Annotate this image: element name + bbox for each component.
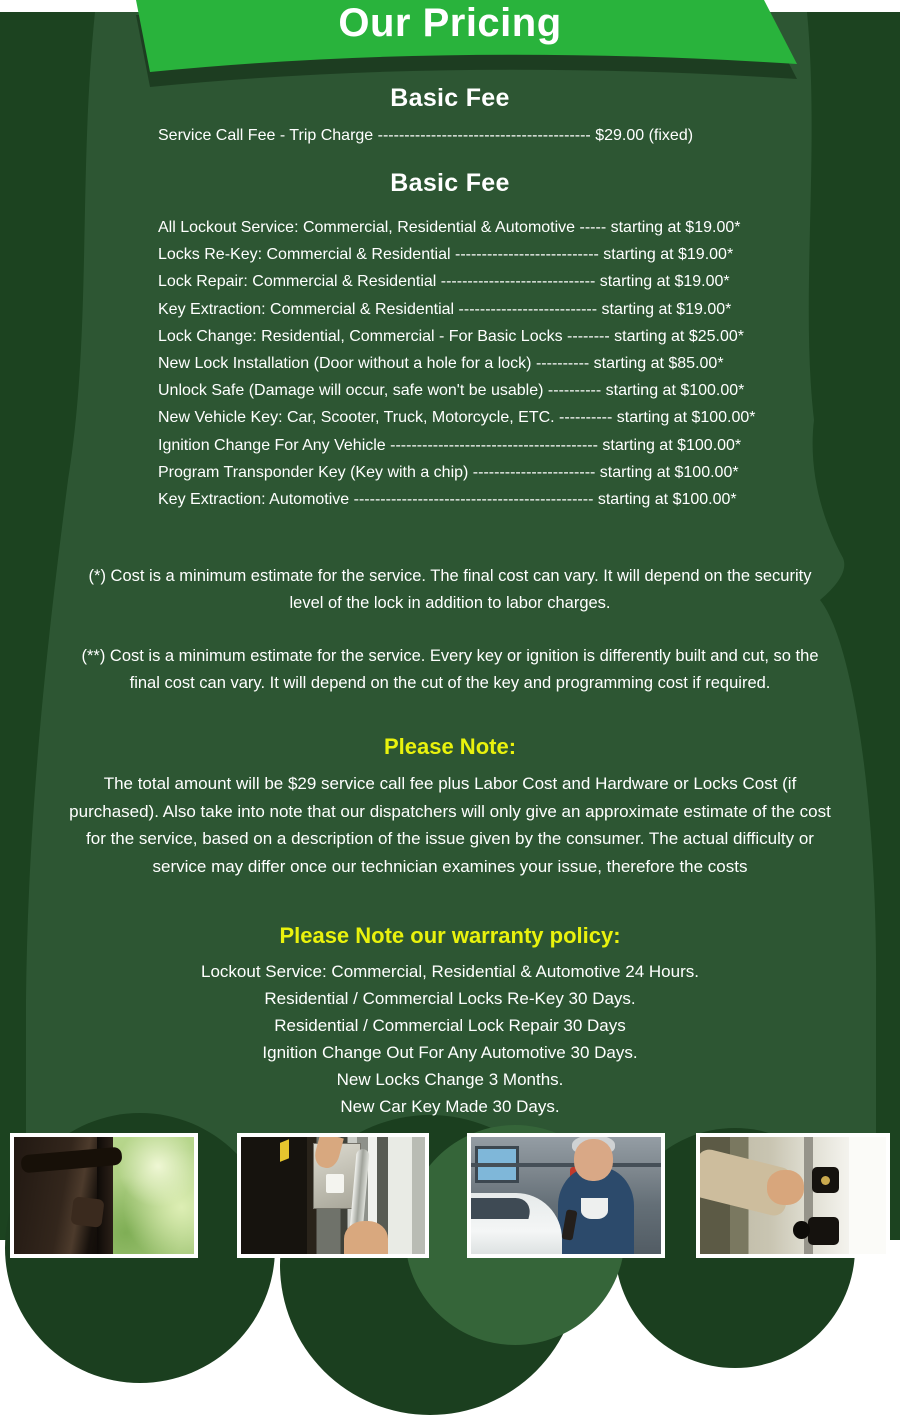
price-row: Lock Change: Residential, Commercial - For Basic Locks -------- starting at $25.00* <box>158 327 744 345</box>
price-row: Key Extraction: Automotive --------------------------------------------- starting at $100.00* <box>158 491 737 509</box>
price-row: Ignition Change For Any Vehicle --------------------------------------- starting at $100.00* <box>158 436 742 454</box>
warranty-item: Ignition Change Out For Any Automotive 30 Days. <box>262 1043 638 1063</box>
warranty-item: Lockout Service: Commercial, Residential & Automotive 24 Hours. <box>201 962 699 982</box>
note-single-asterisk: (*) Cost is a minimum estimate for the service. The final cost can vary. It will depend on the security level of the lock in addition to labor charges. <box>88 567 812 613</box>
photo-door-lock-installation <box>696 1133 890 1258</box>
price-row: Program Transponder Key (Key with a chip) ----------------------- starting at $100.00* <box>158 463 739 481</box>
warranty-item: Residential / Commercial Locks Re-Key 30 Days. <box>264 989 636 1009</box>
please-note-body: The total amount will be $29 service call fee plus Labor Cost and Hardware or Locks Cost (if purchased). Also take into note that our dispatchers will only give an approximate estimate of the cost for the service, based on a description of the issue given by the consumer. The actual difficulty or service may differ once our technician examines your issue, therefore the costs <box>69 774 831 876</box>
photo-detail <box>467 1198 534 1219</box>
note-double-asterisk: (**) Cost is a minimum estimate for the service. Every key or ignition is differently built and cut, so the final cost can vary. It will depend on the cut of the key and programming cost if required. <box>81 647 819 693</box>
photo-detail <box>767 1170 804 1205</box>
photo-detail <box>793 1221 810 1239</box>
photo-detail <box>280 1139 289 1161</box>
price-row: Unlock Safe (Damage will occur, safe won't be usable) ---------- starting at $100.00* <box>158 382 745 400</box>
warranty-item: New Locks Change 3 Months. <box>336 1070 564 1090</box>
basic-fee-heading-1: Basic Fee <box>390 84 510 112</box>
please-note-heading: Please Note: <box>383 734 517 760</box>
price-row: Lock Repair: Commercial & Residential ----------------------------- starting at $19.00* <box>158 273 730 291</box>
photo-detail <box>821 1176 830 1185</box>
basic-fee-heading-2: Basic Fee <box>390 169 510 197</box>
warranty-heading: Please Note our warranty policy: <box>279 923 621 949</box>
pricing-content <box>0 83 900 1120</box>
disclaimer-notes <box>75 563 825 697</box>
photo-door-handle-closeup <box>10 1133 198 1258</box>
photo-detail <box>574 1139 614 1181</box>
price-row: All Lockout Service: Commercial, Residential & Automotive ----- starting at $19.00* <box>158 219 741 236</box>
price-row: Locks Re-Key: Commercial & Residential --------------------------- starting at $19.00* <box>158 246 734 264</box>
photo-detail <box>471 1163 661 1168</box>
price-row: New Lock Installation (Door without a hole for a lock) ---------- starting at $85.00* <box>158 355 724 373</box>
photo-detail <box>808 1217 840 1245</box>
photo-detail <box>849 1137 886 1254</box>
warranty-list <box>70 958 830 1120</box>
photo-technician-with-car-key <box>467 1133 665 1258</box>
photo-keypad-door-entry <box>237 1133 429 1258</box>
price-row: Key Extraction: Commercial & Residential -------------------------- starting at $19.00* <box>158 300 732 318</box>
service-call-fee-row: Service Call Fee - Trip Charge ---------------------------------------- $29.00 (fixed) <box>158 127 694 144</box>
price-list <box>158 214 778 513</box>
photo-detail <box>70 1196 104 1228</box>
warranty-item: New Car Key Made 30 Days. <box>340 1097 560 1117</box>
photo-detail <box>326 1174 344 1193</box>
price-row: New Vehicle Key: Car, Scooter, Truck, Motorcycle, ETC. ---------- starting at $100.00* <box>158 409 756 427</box>
warranty-item: Residential / Commercial Lock Repair 30 Days <box>274 1016 626 1036</box>
photo-detail <box>581 1198 608 1219</box>
warranty-section <box>0 922 900 1120</box>
page-title: Our Pricing <box>338 1 562 45</box>
